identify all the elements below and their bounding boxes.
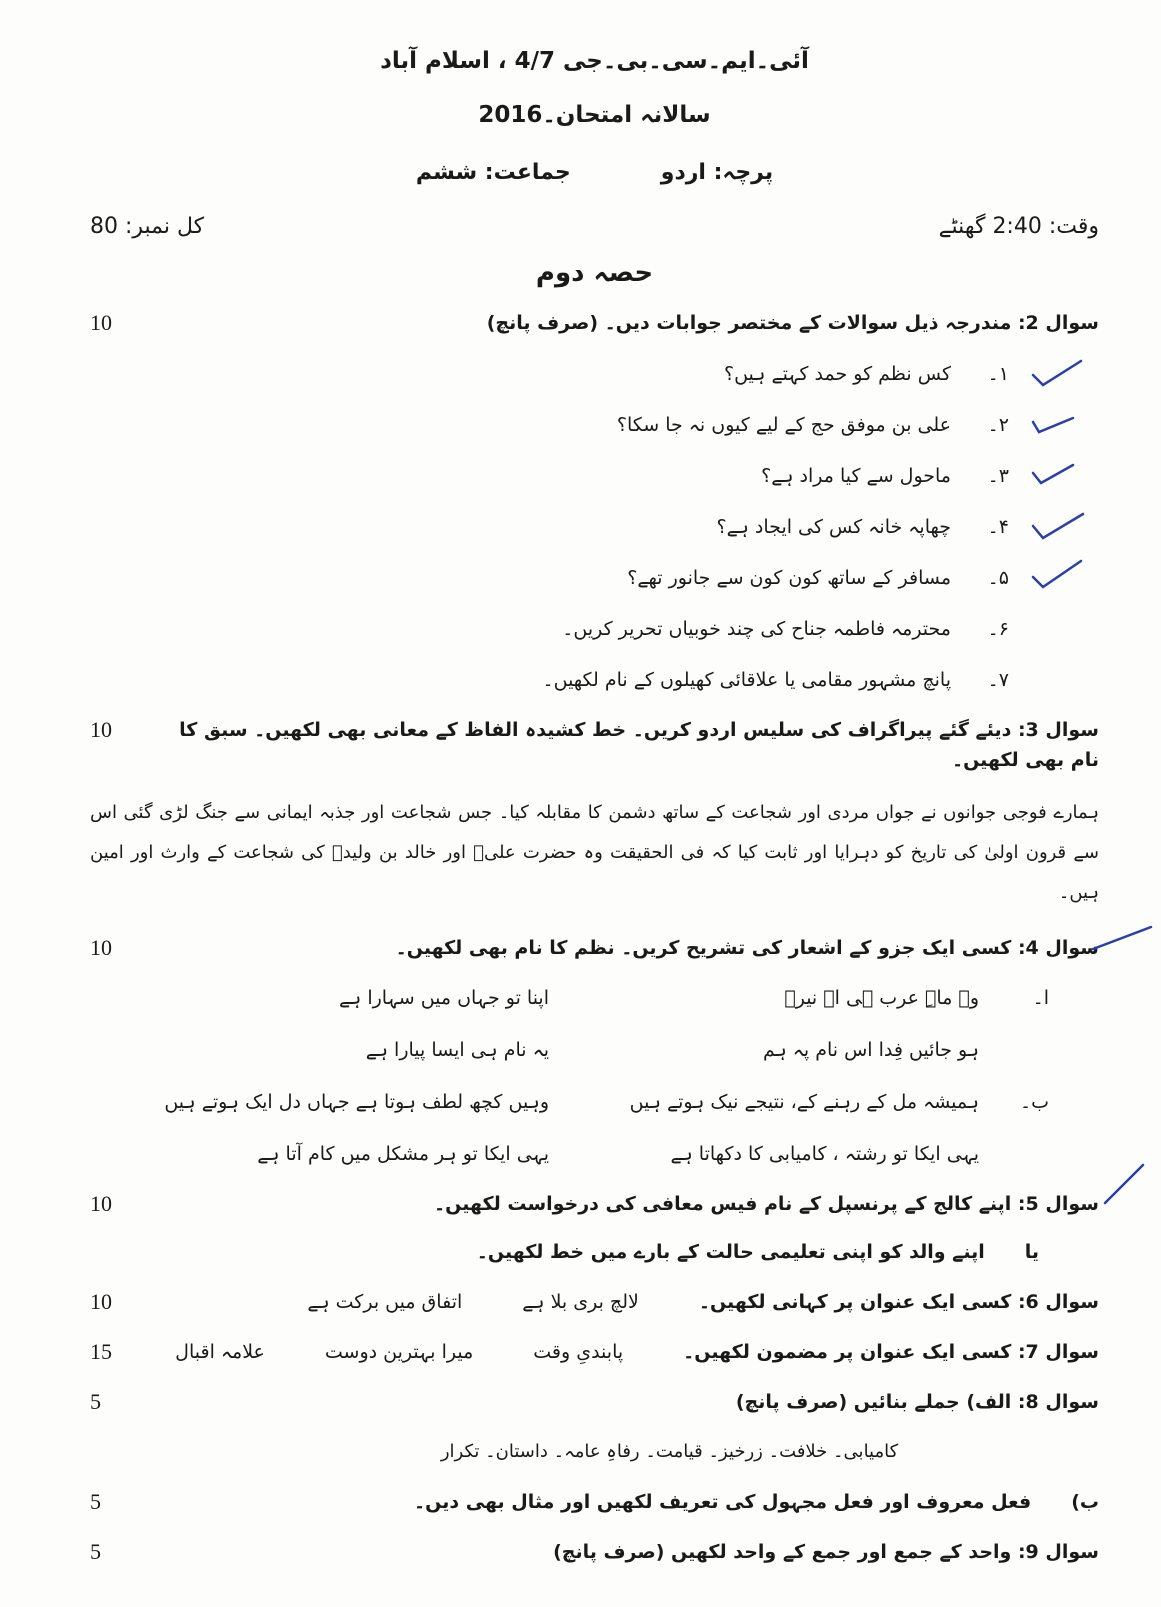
school-name: آئی۔ایم۔سی۔بی۔جی 4/7 ، اسلام آباد <box>380 48 809 74</box>
q9-title: سوال 9: واحد کے جمع اور جمع کے واحد لکھیں (صرف پانچ) <box>553 1541 1099 1563</box>
q3-paragraph <box>90 793 1099 913</box>
verse-first-line: ہمیشہ مل کے رہنے کے، نتیجے نیک ہوتے ہیں <box>629 1091 979 1113</box>
check-mark-icon <box>1029 406 1089 442</box>
verse-first-line: ہو جائیں فِدا اس نام پہ ہم <box>762 1039 979 1061</box>
q2-item-num: ۷۔ <box>987 669 1009 691</box>
q4-title: سوال 4: کسی ایک جزو کے اشعار کی تشریح کریں۔ نظم کا نام بھی لکھیں۔ <box>395 937 1099 959</box>
exam-time: وقت: 2:40 گھنٹے <box>938 214 1099 239</box>
q6-marks: 10 <box>90 1289 112 1314</box>
verse-label: ا۔ <box>1032 987 1049 1009</box>
check-mark-icon <box>1099 1159 1149 1209</box>
q6-option: لالچ بری بلا ہے <box>522 1291 639 1313</box>
q8a-marks: 5 <box>90 1389 101 1414</box>
verse-first-line: وہ ماہِ عرب ہی اے نیرؔ <box>784 987 979 1009</box>
q2-item: کس نظم کو حمد کہتے ہیں؟ <box>723 363 951 385</box>
verse-second-line: اپنا تو جہاں میں سہارا ہے <box>339 987 549 1009</box>
q8-word-list: کامیابی۔ خلافت۔ زرخیز۔ قیامت۔ رفاہِ عامہ۔ داستان۔ تکرار <box>440 1441 899 1462</box>
q2-items <box>90 359 1099 695</box>
q2-item: محترمہ فاطمہ جناح کی چند خوبیاں تحریر کریں۔ <box>562 618 951 640</box>
q2-item-num: ۶۔ <box>987 618 1009 640</box>
q8b-text: فعل معروف اور فعل مجہول کی تعریف لکھیں اور مثال بھی دیں۔ <box>414 1491 1032 1513</box>
total-marks: کل نمبر: 80 <box>90 214 205 239</box>
q7-title: سوال 7: کسی ایک عنوان پر مضمون لکھیں۔ <box>683 1341 1099 1363</box>
q2-title: سوال 2: مندرجہ ذیل سوالات کے مختصر جوابات دیں۔ (صرف پانچ) <box>486 312 1099 334</box>
exam-title: سالانہ امتحان۔2016 <box>478 102 711 128</box>
q5-alternative-row <box>90 1237 1099 1267</box>
q4-verses <box>90 983 1099 1169</box>
q2-item-num: ۴۔ <box>987 516 1009 538</box>
verse-second-line: یہی ایکا تو ہر مشکل میں کام آتا ہے <box>257 1143 549 1165</box>
q6-title: سوال 6: کسی ایک عنوان پر کہانی لکھیں۔ <box>698 1291 1099 1313</box>
q7-marks: 15 <box>90 1339 112 1364</box>
q2-item: مسافر کے ساتھ کون کون سے جانور تھے؟ <box>627 567 951 589</box>
check-mark-icon <box>1029 457 1089 493</box>
q2-item: ماحول سے کیا مراد ہے؟ <box>761 465 951 487</box>
paper-subject: پرچہ: اردو <box>660 160 774 185</box>
verse-label <box>1009 1035 1049 1065</box>
q3-marks: 10 <box>90 717 112 742</box>
q8b-label: ب) <box>1071 1491 1099 1513</box>
q7-option: علامہ اقبال <box>175 1341 265 1363</box>
q2-item-num: ۲۔ <box>987 414 1009 436</box>
q4-marks: 10 <box>90 935 112 960</box>
verse-first-line: یہی ایکا تو رشتہ ، کامیابی کا دکھاتا ہے <box>670 1143 979 1165</box>
q9-marks: 5 <box>90 1539 101 1564</box>
q5-or: یا <box>1024 1241 1039 1263</box>
check-mark-icon <box>1089 919 1159 959</box>
verse-label <box>1009 1139 1049 1169</box>
check-mark-icon <box>1029 355 1089 391</box>
q2-item-num: ۱۔ <box>987 363 1009 385</box>
q2-item-num: ۳۔ <box>987 465 1009 487</box>
verse-second-line: یہ نام ہی ایسا پیارا ہے <box>365 1039 549 1061</box>
q5-title: سوال 5: اپنے کالج کے پرنسپل کے نام فیس معافی کی درخواست لکھیں۔ <box>434 1193 1099 1215</box>
q8-title: سوال 8: الف) جملے بنائیں (صرف پانچ) <box>735 1391 1099 1413</box>
paper-info <box>90 158 1099 188</box>
q8b-marks: 5 <box>90 1489 101 1514</box>
q5-alternative: اپنے والد کو اپنی تعلیمی حالت کے بارے میں خط لکھیں۔ <box>476 1241 985 1263</box>
q7-option: میرا بہترین دوست <box>324 1341 474 1363</box>
q3-paragraph-line: ہمارے فوجی جوانوں نے جواں مردی اور شجاعت کے ساتھ دشمن کا مقابلہ کیا۔ جس شجاعت اور جذبہ ایمانی سے جنگ لڑی گئی اس سے قرون <box>90 802 1099 863</box>
q3-title: سوال 3: دیئے گئے پیراگراف کی سلیس اردو کریں۔ خط کشیدہ الفاظ کے معانی بھی لکھیں۔ سبق کا نام بھی لکھیں۔ <box>179 719 1099 771</box>
check-mark-icon <box>1029 559 1089 595</box>
class-label: جماعت: ششم <box>415 160 571 185</box>
q2-marks: 10 <box>90 310 112 335</box>
verse-label: ب۔ <box>1019 1091 1049 1113</box>
q2-item: پانچ مشہور مقامی یا علاقائی کھیلوں کے نام لکھیں۔ <box>542 669 951 691</box>
check-mark-icon <box>1029 508 1089 544</box>
q3-paragraph-line: اولیٰ کی تاریخ کو دہرایا اور ثابت کیا کہ فی الحقیقت وہ حضرت علیؓ اور خالد بن ولیدؓ کی شجاعت کے وارث اور امین ہیں۔ <box>90 842 1099 903</box>
q2-item: علی بن موفق حج کے لیے کیوں نہ جا سکا؟ <box>616 414 951 436</box>
q7-option: پابندیِ وقت <box>533 1341 624 1363</box>
q6-option: اتفاق میں برکت ہے <box>307 1291 463 1313</box>
section-title: حصہ دوم <box>535 258 654 288</box>
q5-marks: 10 <box>90 1191 112 1216</box>
time-marks-row <box>90 212 1099 242</box>
q2-item-num: ۵۔ <box>987 567 1009 589</box>
verse-second-line: وہیں کچھ لطف ہوتا ہے جہاں دل ایک ہوتے ہیں <box>164 1091 549 1113</box>
q2-item: چھاپہ خانہ کس کی ایجاد ہے؟ <box>716 516 951 538</box>
